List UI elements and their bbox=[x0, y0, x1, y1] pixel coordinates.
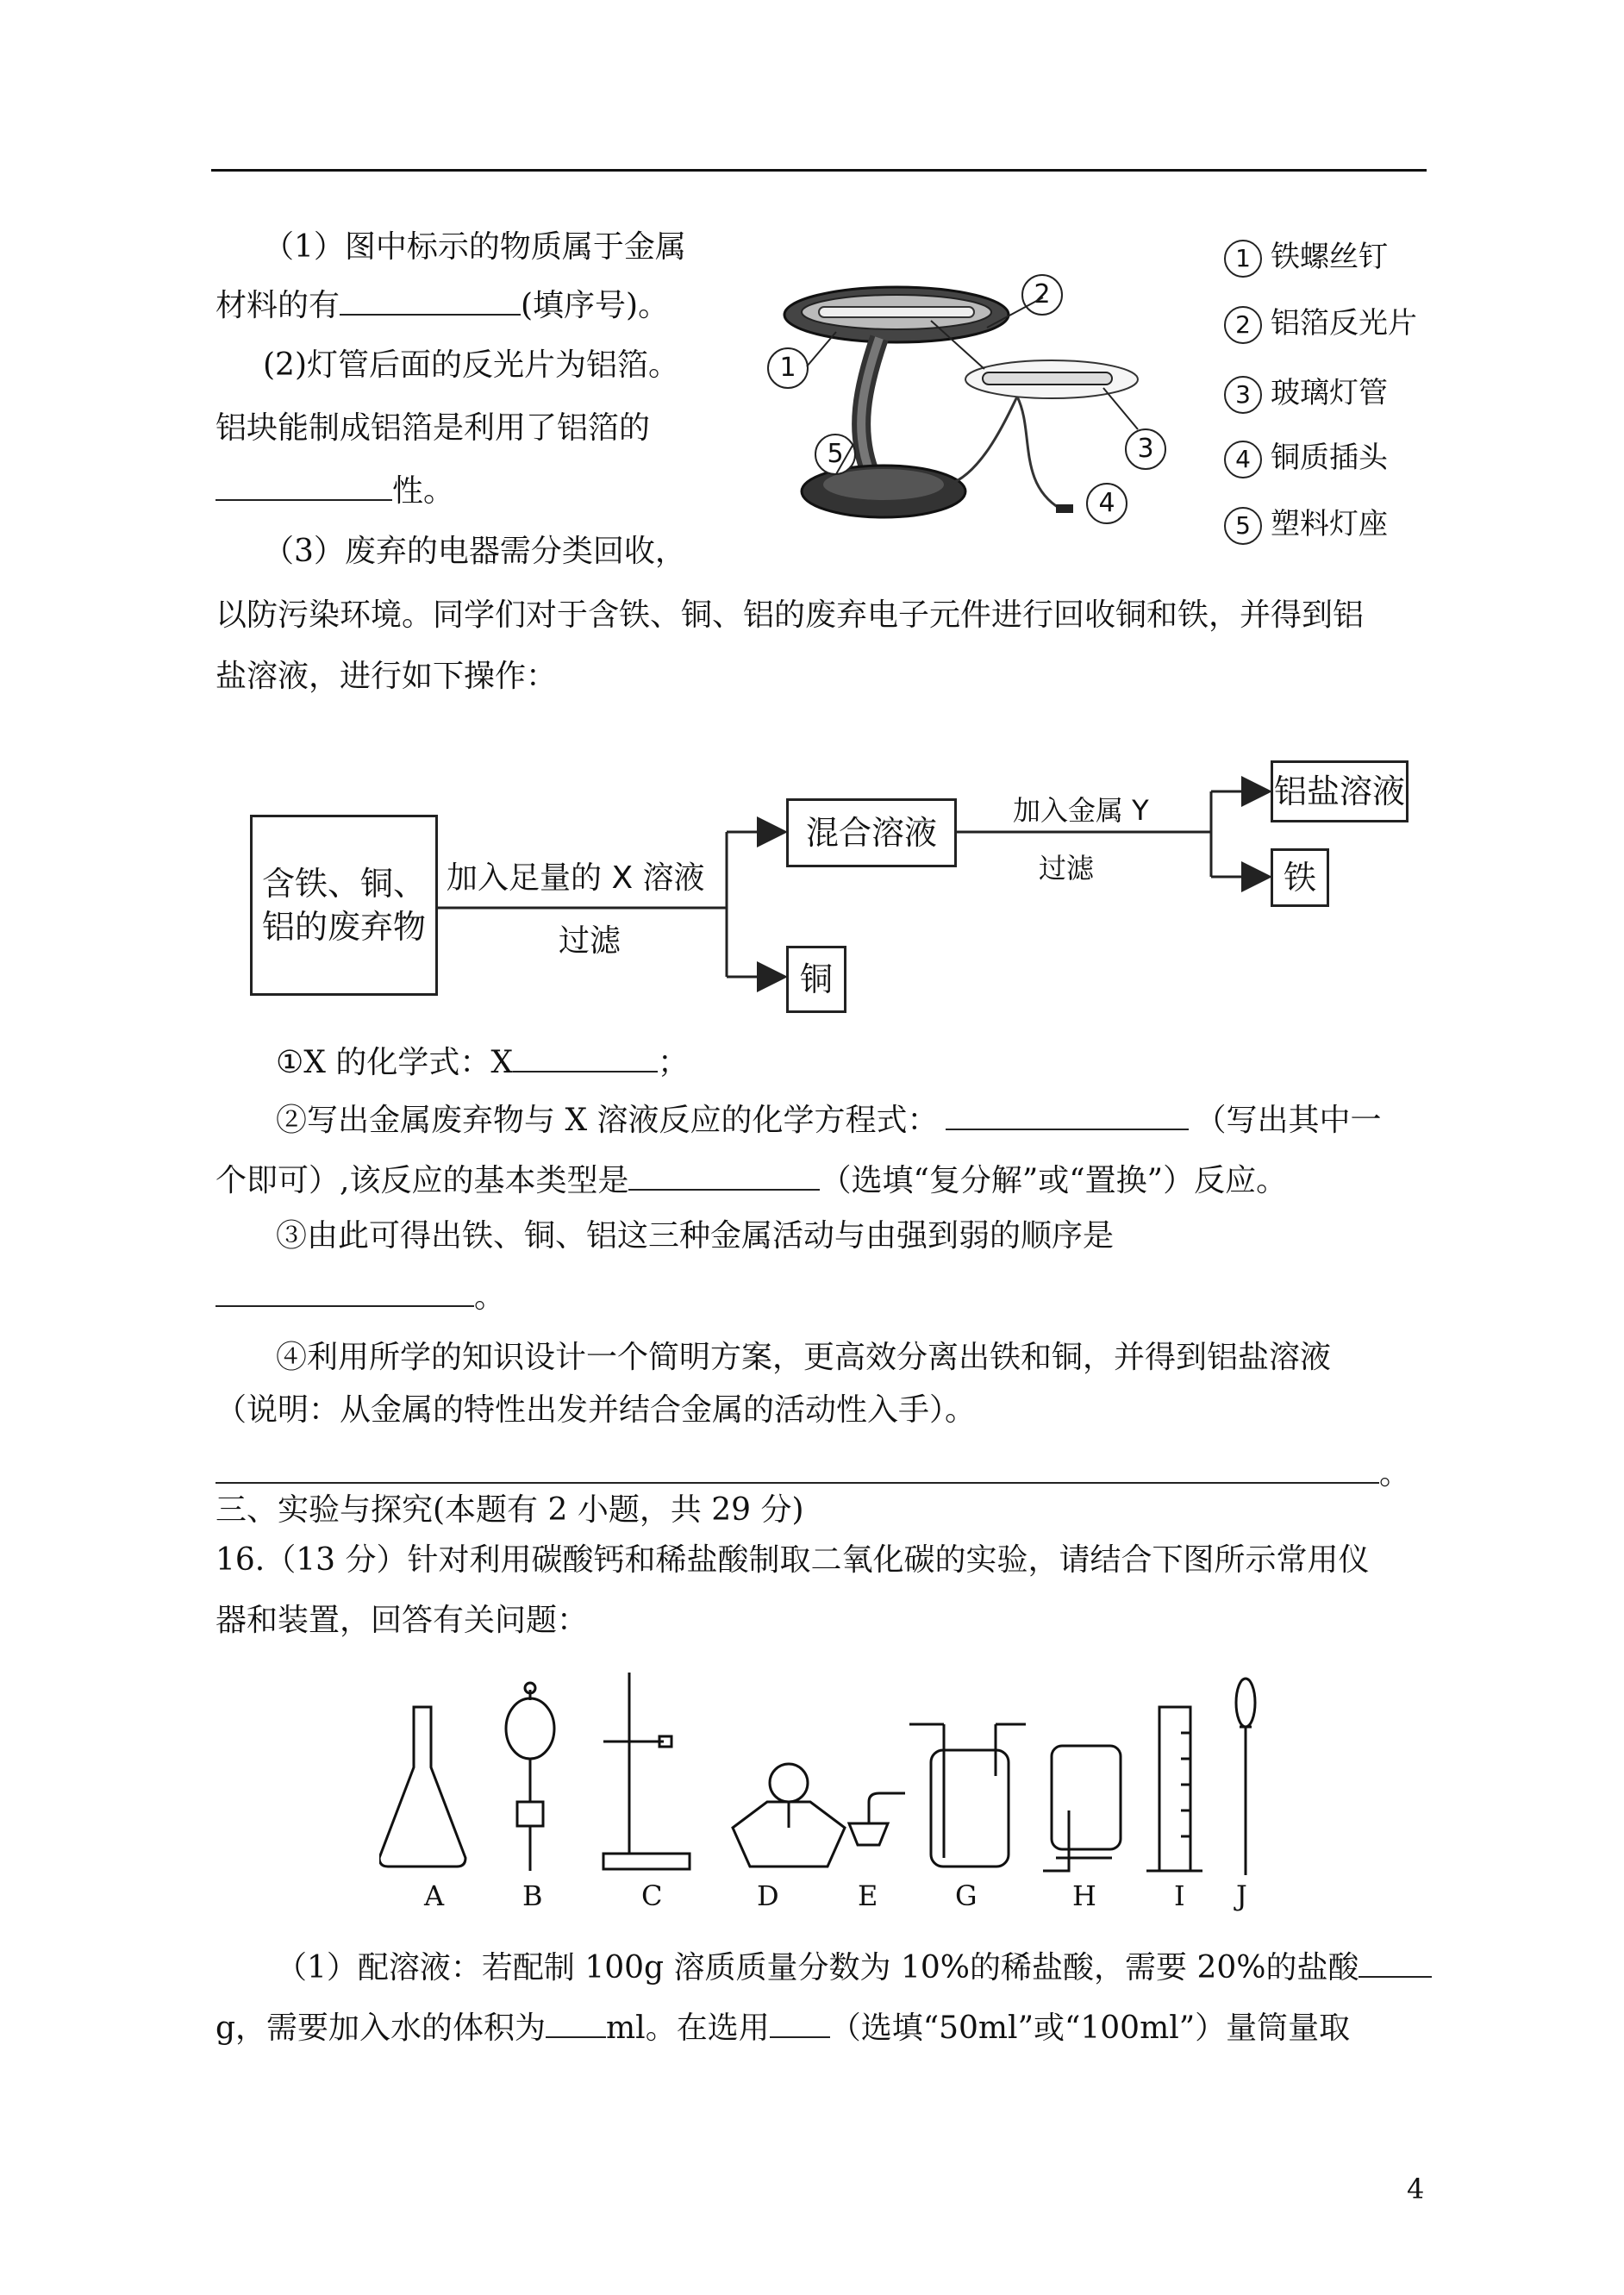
lab-apparatus-illustration bbox=[379, 1673, 1284, 1905]
legend-item-1: 1 铁螺丝钉 bbox=[1224, 233, 1388, 278]
apparatus-label-d: D bbox=[757, 1879, 779, 1912]
apparatus-label-e: E bbox=[858, 1879, 878, 1912]
sub1-suffix: ； bbox=[657, 1045, 689, 1080]
q16-1-hcl-mass-blank[interactable] bbox=[1359, 1947, 1432, 1978]
legend-item-4: 4 铜质插头 bbox=[1224, 434, 1388, 478]
flow-step1-top: 加入足量的 X 溶液 bbox=[447, 860, 705, 896]
apparatus-label-j: J bbox=[1236, 1879, 1247, 1912]
apparatus-label-a: A bbox=[424, 1879, 445, 1912]
apparatus-label-h: H bbox=[1072, 1879, 1096, 1912]
q1-line2-prefix: 材料的有 bbox=[215, 288, 340, 323]
sub1-prefix: ①X 的化学式：X bbox=[276, 1045, 513, 1080]
sub4-answer-blank[interactable] bbox=[215, 1453, 1379, 1484]
sub2-line2 bbox=[215, 1160, 1287, 1200]
flow-start-box: 含铁、铜、铝的废弃物 bbox=[250, 815, 438, 996]
sub2-type-blank[interactable] bbox=[628, 1160, 820, 1191]
lamp-label-4: 4 bbox=[1086, 483, 1127, 524]
q16-1-line1 bbox=[276, 1947, 1432, 1987]
sub2-line1 bbox=[276, 1099, 1382, 1140]
q16-1-line1-prefix: （1）配溶液：若配制 100g 溶质质量分数为 10%的稀盐酸，需要 20%的盐酸 bbox=[276, 1950, 1359, 1985]
q3-line2: 以防污染环境。同学们对于含铁、铜、铝的废弃电子元件进行回收铜和铁，并得到铝 bbox=[215, 597, 1365, 633]
q16-1-line2 bbox=[215, 2007, 1350, 2048]
flow-copper-box: 铜 bbox=[786, 946, 846, 1013]
q16-1-cylinder-blank[interactable] bbox=[770, 2007, 830, 2038]
sub4-end: 。 bbox=[1379, 1456, 1411, 1491]
flow-step2-top: 加入金属 Y bbox=[1013, 794, 1149, 827]
q16-line2: 器和装置，回答有关问题： bbox=[215, 1603, 589, 1638]
page-number: 4 bbox=[1407, 2173, 1425, 2205]
flow-mixed-box: 混合溶液 bbox=[786, 798, 957, 867]
lamp-label-1: 1 bbox=[767, 347, 809, 389]
q16-1-line2-c: （选填“50ml”或“100ml”）量筒量取 bbox=[829, 2010, 1351, 2046]
q16-1-line2-b: ml。在选用 bbox=[606, 2010, 770, 2046]
sub2-prefix: ②写出金属废弃物与 X 溶液反应的化学方程式： bbox=[276, 1103, 939, 1138]
sub2b-suffix: （选填“复分解”或“置换”）反应。 bbox=[820, 1163, 1288, 1198]
q2-line1: (2)灯管后面的反光片为铝箔。 bbox=[263, 347, 679, 383]
section3-title: 三、实验与探究(本题有 2 小题，共 29 分) bbox=[215, 1492, 804, 1528]
legend-item-3: 3 玻璃灯管 bbox=[1224, 369, 1388, 414]
q1-line1: （1）图中标示的物质属于金属 bbox=[263, 229, 686, 265]
q1-line2-suffix: (填序号)。 bbox=[521, 288, 670, 323]
sub4-line2: （说明：从金属的特性出发并结合金属的活动性入手）。 bbox=[215, 1392, 977, 1428]
legend-item-2: 2 铝箔反光片 bbox=[1224, 299, 1417, 344]
q3-line1: （3）废弃的电器需分类回收， bbox=[263, 534, 686, 569]
sub1-answer-blank[interactable] bbox=[513, 1041, 658, 1072]
sub4-line1: ④利用所学的知识设计一个简明方案，更高效分离出铁和铜，并得到铝盐溶液 bbox=[276, 1340, 1332, 1375]
sub2b-prefix: 个即可）,该反应的基本类型是 bbox=[215, 1163, 629, 1198]
apparatus-label-i: I bbox=[1174, 1879, 1185, 1912]
flow-connectors bbox=[0, 0, 1624, 1035]
sub3-end: 。 bbox=[474, 1279, 506, 1315]
lamp-label-3: 3 bbox=[1125, 428, 1166, 470]
flow-step1-bottom: 过滤 bbox=[559, 923, 621, 959]
q2-line2: 铝块能制成铝箔是利用了铝箔的 bbox=[215, 410, 651, 446]
apparatus-label-g: G bbox=[955, 1879, 978, 1912]
sub1-line bbox=[276, 1041, 689, 1082]
apparatus-label-c: C bbox=[641, 1879, 663, 1912]
sub2-suffix: （写出其中一 bbox=[1195, 1103, 1382, 1138]
lamp-label-5: 5 bbox=[815, 434, 856, 475]
q16-line1: 16.（13 分）针对利用碳酸钙和稀盐酸制取二氧化碳的实验，请结合下图所示常用仪 bbox=[215, 1542, 1370, 1578]
q16-1-line2-a: g，需要加入水的体积为 bbox=[215, 2010, 547, 2046]
sub3-answer-blank[interactable] bbox=[215, 1276, 474, 1307]
lamp-label-2: 2 bbox=[1021, 274, 1063, 316]
flow-al-salt-box: 铝盐溶液 bbox=[1271, 760, 1409, 822]
q2-line3-suffix: 性。 bbox=[392, 473, 455, 509]
q3-line3: 盐溶液，进行如下操作： bbox=[215, 659, 558, 694]
legend-item-5: 5 塑料灯座 bbox=[1224, 500, 1388, 545]
sub3-line2 bbox=[215, 1276, 505, 1316]
sub3-line1: ③由此可得出铁、铜、铝这三种金属活动与由强到弱的顺序是 bbox=[276, 1218, 1115, 1254]
apparatus-label-b: B bbox=[522, 1879, 543, 1912]
flow-iron-box: 铁 bbox=[1271, 848, 1329, 907]
q16-1-water-volume-blank[interactable] bbox=[546, 2007, 606, 2038]
sub2-equation-blank[interactable] bbox=[946, 1099, 1189, 1130]
sub4-line3 bbox=[215, 1453, 1410, 1493]
flow-step2-bottom: 过滤 bbox=[1039, 852, 1095, 885]
